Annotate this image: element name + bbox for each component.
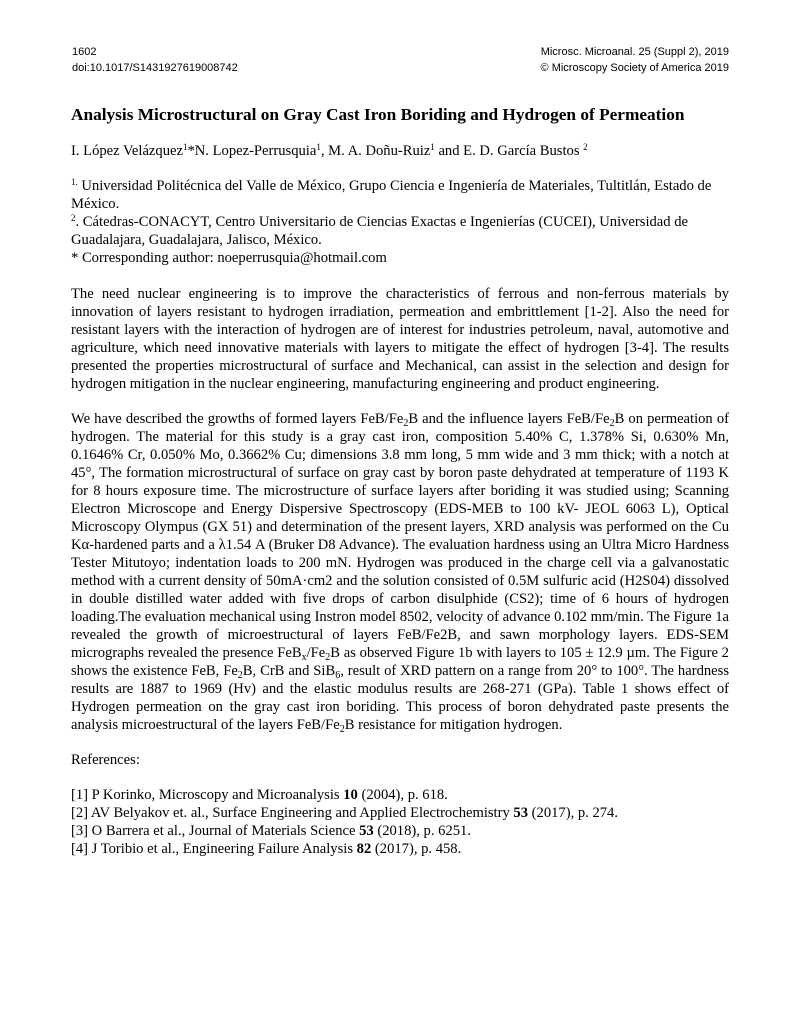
subscript: 6 <box>335 670 341 681</box>
reference-volume: 82 <box>356 841 372 857</box>
header-left <box>72 44 238 76</box>
affiliation-text: Universidad Politécnica del Valle de México, Grupo Ciencia e Ingeniería de Materiales, Tultitlán, Estado de México. <box>71 178 712 212</box>
journal-citation: Microsc. Microanal. 25 (Suppl 2), 2019 <box>540 46 729 58</box>
affiliation-mark: 1. <box>71 177 78 187</box>
page-number: 1602 <box>72 46 97 58</box>
corresponding-author: * Corresponding author: noeperrusquia@hotmail.com <box>71 250 387 266</box>
text-run: B and the influence layers FeB/Fe <box>408 411 610 427</box>
reference-text: [4] J Toribio et al., Engineering Failure Analysis <box>71 841 357 857</box>
reference-item <box>71 786 729 804</box>
paper-content <box>71 104 729 858</box>
header-right <box>541 44 729 76</box>
paper-title: Analysis Microstructural on Gray Cast Iron Boriding and Hydrogen of Permeation <box>71 105 685 124</box>
subscript: 2 <box>403 418 409 429</box>
doi: doi:10.1017/S1431927619008742 <box>72 62 238 74</box>
reference-item <box>71 840 729 858</box>
subscript: 2 <box>237 670 243 681</box>
body-paragraph-2 <box>71 410 729 734</box>
references-list <box>71 786 729 858</box>
author-name: I. López Velázquez <box>71 143 183 159</box>
affiliations <box>71 177 729 267</box>
author-list <box>71 142 729 160</box>
author-separator: , <box>320 143 329 159</box>
reference-text: (2004), p. 618. <box>357 787 448 803</box>
reference-text: [3] O Barrera et al., Journal of Materials Science <box>71 823 360 839</box>
text-run: B resistance for mitigation hydrogen. <box>344 717 563 733</box>
author-affiliation-mark: 1 <box>316 142 321 152</box>
author-affiliation-mark: 1 <box>182 142 188 152</box>
reference-text: (2017), p. 274. <box>528 805 619 821</box>
reference-text: (2017), p. 458. <box>371 841 462 857</box>
text-run: We have described the growths of formed layers FeB/Fe <box>71 411 404 427</box>
subscript: 2 <box>339 724 345 735</box>
author-name: E. D. García Bustos <box>463 143 580 159</box>
author-conjunction: and <box>434 143 464 159</box>
body-paragraph-1: The need nuclear engineering is to improve the characteristics of ferrous and non-ferrous materials by innovation of layers resistant to hydrogen irradiation, permeation and embrittlement [1-2]. Also the need for resistant layers with the interaction of hydrogen are of interest for industries petroleum, naval, automotive and agriculture, which need innovative materials with layers to mitigate the effect of hydrogen [3-4]. The results presented the properties microstructural of surface and Mechanical, can assist in the selection and design for hydrogen mitigation in the nuclear engineering, manufacturing engineering and product engineering. <box>71 286 729 392</box>
author-name: M. A. Doñu-Ruiz <box>328 143 431 159</box>
reference-item <box>71 822 729 840</box>
affiliation-1 <box>71 177 729 213</box>
reference-item <box>71 804 729 822</box>
text-run: , result of XRD pattern on a range from 20° to 100°. The hardness results are 1887 to 1969 (Hv) and the elastic modulus results are 268-271 (GPa). Table 1 shows effect of Hydrogen permeation on the gray cast iron boriding. This process of boron dehydrated paste presents the analysis microestructural of the layers FeB/Fe <box>71 663 729 733</box>
reference-volume: 53 <box>513 805 529 821</box>
subscript: 2 <box>609 418 615 429</box>
author-affiliation-mark: 2 <box>583 142 588 152</box>
subscript: x <box>301 652 307 663</box>
text-run: B on permeation of hydrogen. The material for this study is a gray cast iron, composition 5.40% C, 1.378% Si, 0.630% Mn, 0.1646% Cr, 0.050% Mo, 0.3662% Cu; dimensions 3.8 mm long, 5 mm wide and 3 mm thick; with a notch at 45°, The formation microstructural of surface on gray cast by boron paste dehydrated at temperature of 1193 K for 8 hours exposure time. The microstructure of surface layers after boriding it was studied using; Scanning Electron Microscope and Energy Dispersive Spectroscopy (EDS-MEB to 100 kV- JEOL 6063 L), Optical Microscopy Olympus (GX 51) and determination of the present layers, XRD analysis was performed on the Cu Kα-hardened parts and a λ1.54 A (Bruker D8 Advance). The evaluation hardness using an Ultra Micro Hardness Tester Mitutoyo; indentation loads to 200 mN. Hydrogen was produced in the charge cell via a galvanostatic method with a current density of 50mA·cm2 and the solution consisted of 0.5M sulfuric acid (H2S04) dissolved in double distilled water added with five drops of carbon disulphide (CS2); time of 6 hours of hydrogen loading.The evaluation mechanical using Instron model 8502, velocity of advance 0.102 mm/min. The Figure 1a revealed the growth of microestructural of layers FeB/Fe2B, and sawn morphology layers. EDS-SEM micrographs revealed the presence FeB <box>71 411 729 661</box>
reference-volume: 53 <box>359 823 374 839</box>
references-heading: References: <box>71 752 140 768</box>
reference-volume: 10 <box>343 787 358 803</box>
reference-text: [2] AV Belyakov et. al., Surface Engineering and Applied Electrochemistry <box>71 805 514 821</box>
reference-text: (2018), p. 6251. <box>373 823 471 839</box>
subscript: 2 <box>325 652 331 663</box>
text-run: B, CrB and SiB <box>242 663 336 679</box>
affiliation-text: . Cátedras-CONACYT, Centro Universitario de Ciencias Exactas e Ingenierías (CUCEI), Universidad de Guadalajara, Guadalajara, Jalisco, México. <box>71 214 688 248</box>
author-affiliation-mark: 1 <box>430 142 435 152</box>
text-run: B as observed Figure 1b with layers to 105 ± 12.9 µm. The Figure 2 shows the existence FeB, Fe <box>71 645 729 679</box>
reference-text: [1] P Korinko, Microscopy and Microanalysis <box>71 787 344 803</box>
affiliation-2 <box>71 213 729 249</box>
copyright: © Microscopy Society of America 2019 <box>540 62 729 74</box>
author-name: *N. Lopez-Perrusquia <box>187 143 317 159</box>
affiliation-mark: 2 <box>71 213 76 223</box>
text-run: /Fe <box>306 645 326 661</box>
